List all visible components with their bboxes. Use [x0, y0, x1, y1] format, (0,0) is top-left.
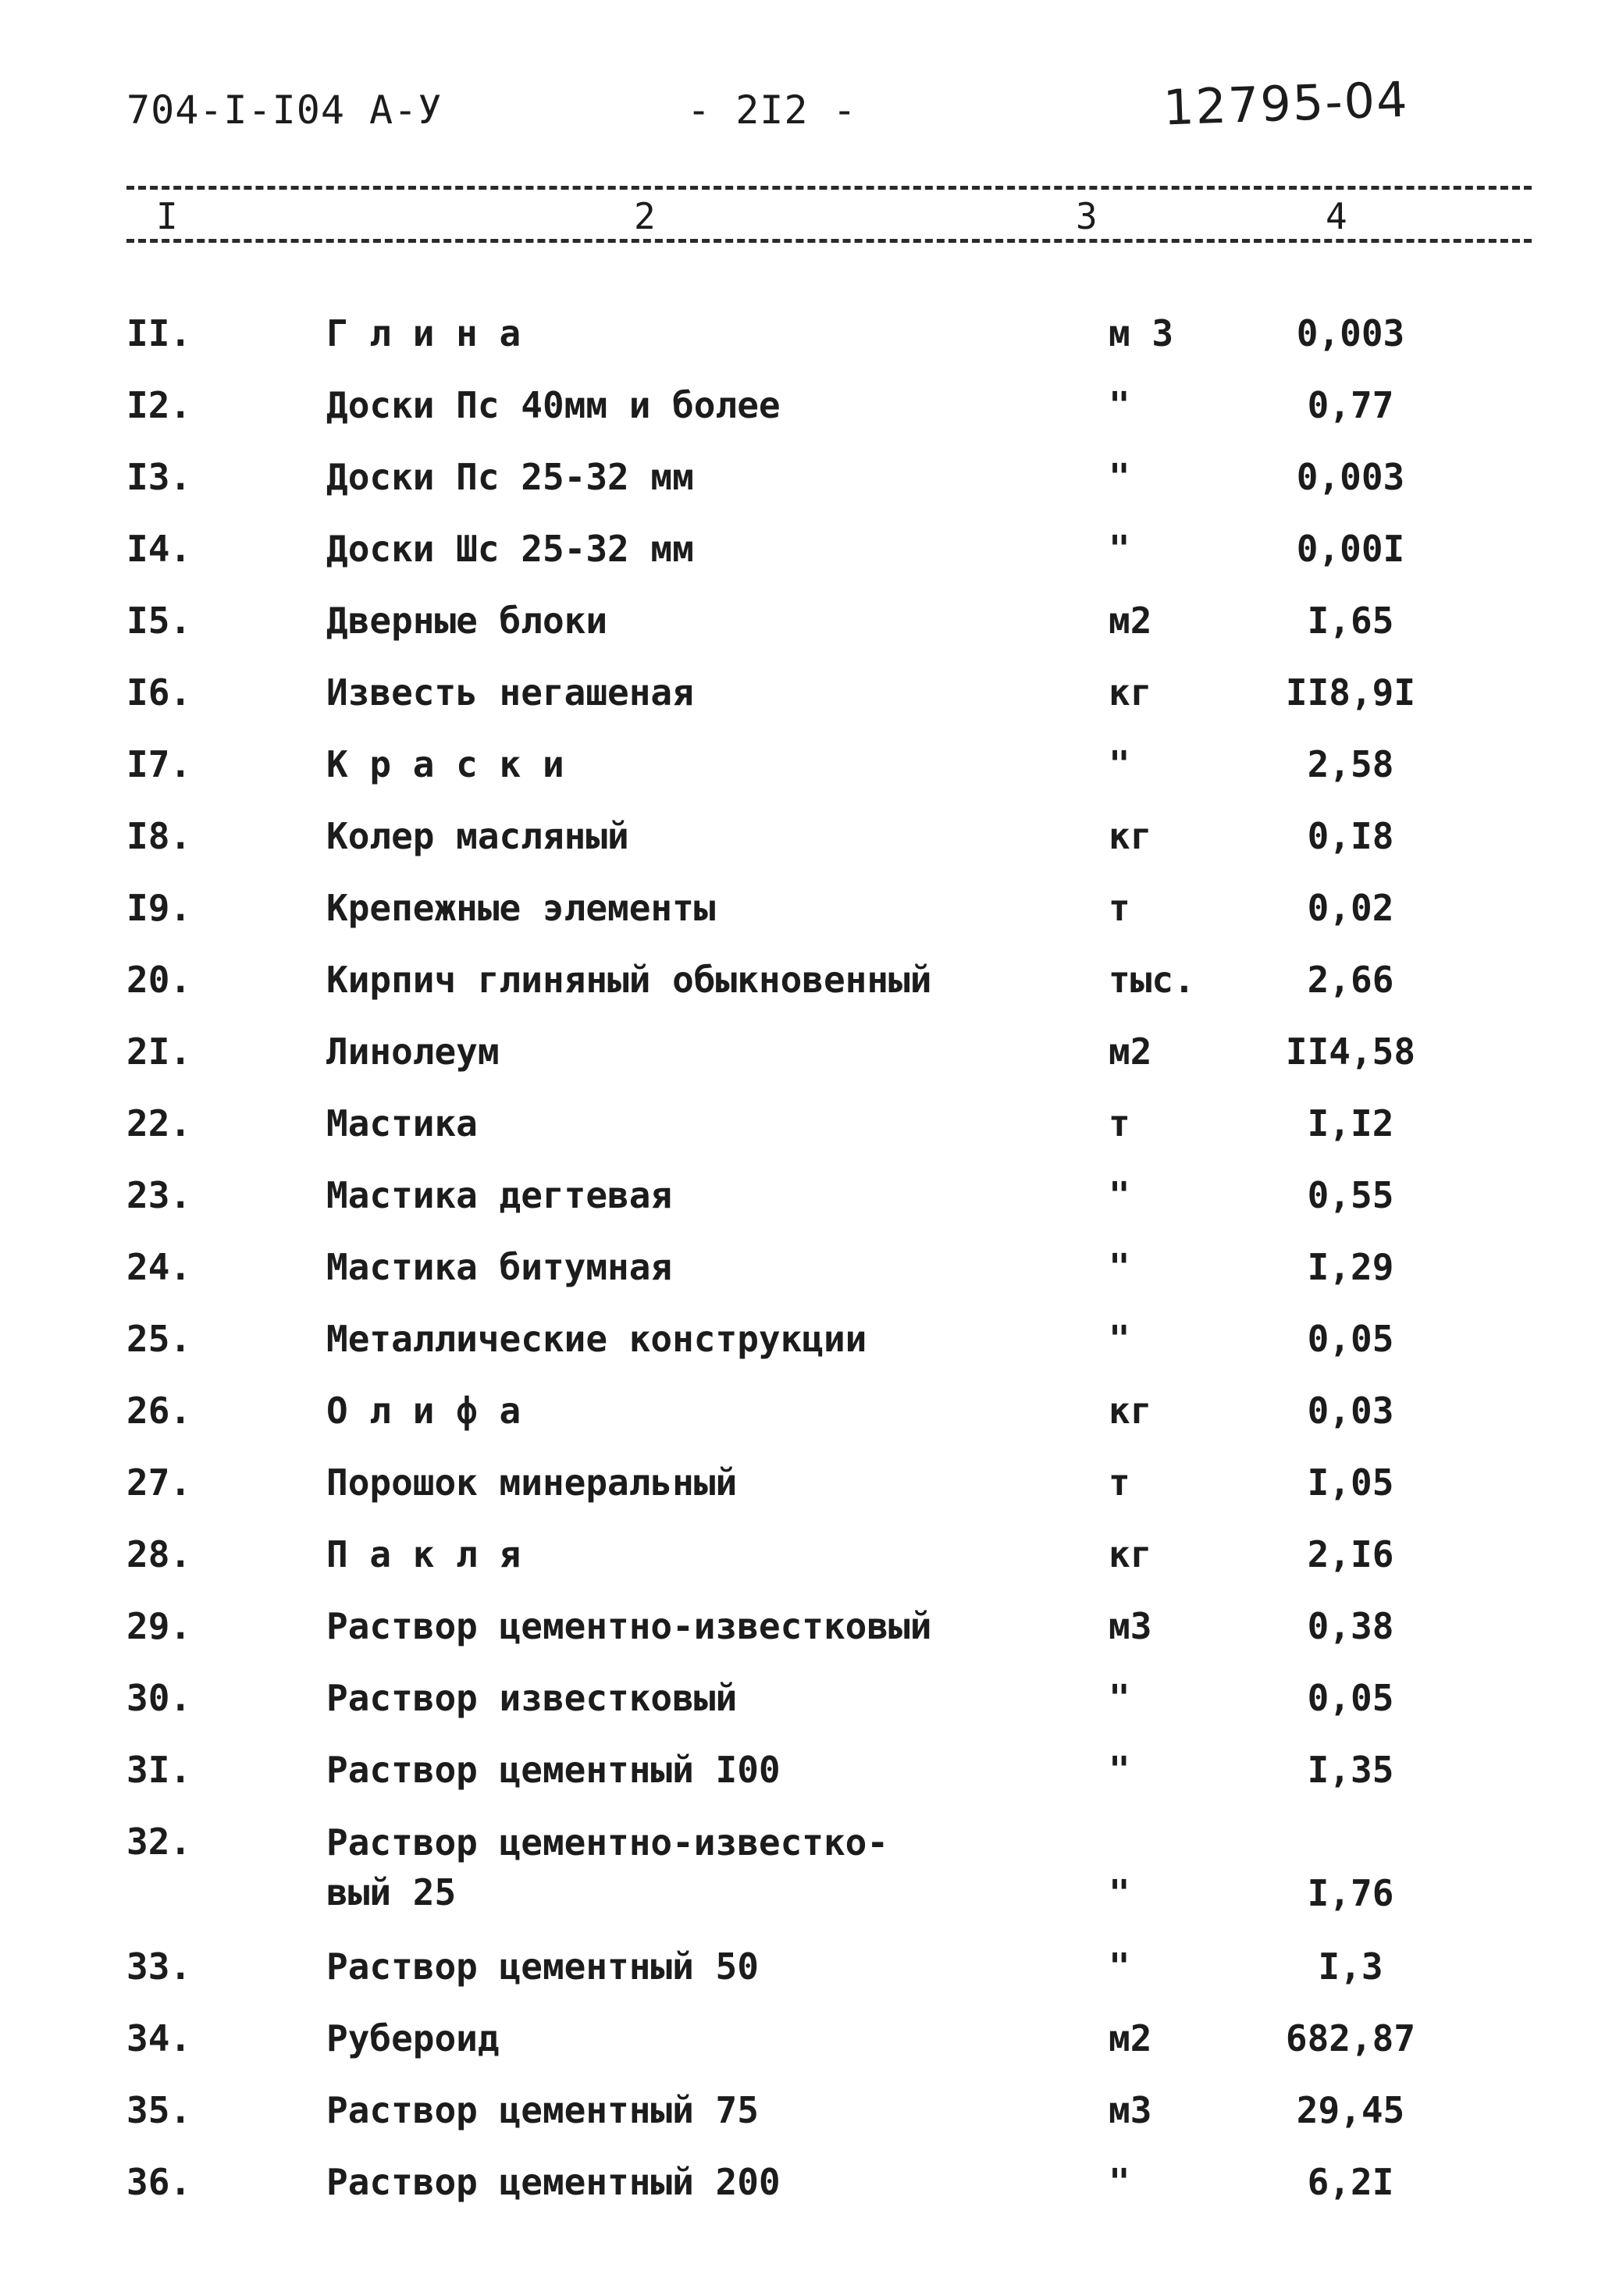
quantity: 0,I8 — [1307, 815, 1394, 857]
table-row — [0, 1458, 1623, 1529]
table-row — [0, 956, 1623, 1026]
table-row — [0, 1746, 1623, 1816]
table-row — [0, 2086, 1623, 2156]
table-row — [0, 884, 1623, 954]
quantity: 0,55 — [1307, 1174, 1394, 1216]
quantity: II8,9I — [1285, 671, 1416, 714]
table-row — [0, 525, 1623, 595]
material-name: Доски Пс 40мм и более — [326, 384, 781, 426]
row-number: I4. — [126, 528, 192, 570]
row-number: 3I. — [126, 1749, 192, 1791]
table-row — [0, 309, 1623, 379]
table-row — [0, 1027, 1623, 1098]
table-row — [0, 1171, 1623, 1241]
unit: м3 — [1109, 2089, 1152, 2131]
quantity: 0,05 — [1307, 1318, 1394, 1360]
unit: " — [1109, 384, 1130, 426]
material-name: О л и ф а — [326, 1390, 521, 1432]
unit: м2 — [1109, 2017, 1152, 2059]
material-name: Порошок минеральный — [326, 1461, 738, 1504]
material-name: Мастика дегтевая — [326, 1174, 673, 1216]
quantity: I,35 — [1307, 1749, 1394, 1791]
row-number: 29. — [126, 1605, 192, 1647]
table-row — [0, 1817, 1623, 1914]
unit: " — [1109, 1945, 1130, 1988]
unit: " — [1109, 528, 1130, 570]
material-name: Мастика — [326, 1102, 478, 1144]
unit: " — [1109, 456, 1130, 498]
table-row — [0, 812, 1623, 882]
page-number: - 2I2 - — [687, 87, 857, 133]
table-row — [0, 1315, 1623, 1385]
material-name: Доски Шс 25-32 мм — [326, 528, 694, 570]
material-name: Мастика битумная — [326, 1246, 673, 1288]
table-row — [0, 453, 1623, 523]
unit: т — [1109, 1102, 1130, 1144]
row-number: 27. — [126, 1461, 192, 1504]
quantity: I,3 — [1318, 1945, 1383, 1988]
quantity: 0,03 — [1307, 1390, 1394, 1432]
unit: " — [1109, 1677, 1130, 1719]
material-name: Раствор цементно-известко- вый 25 — [326, 1821, 889, 1913]
unit: " — [1109, 743, 1130, 785]
row-number: II. — [126, 312, 192, 354]
row-number: I2. — [126, 384, 192, 426]
column-number-1: I — [156, 195, 178, 237]
table-row — [0, 668, 1623, 739]
table-row — [0, 381, 1623, 451]
unit: " — [1109, 1318, 1130, 1360]
quantity: 0,77 — [1307, 384, 1394, 426]
row-number: I7. — [126, 743, 192, 785]
unit: м2 — [1109, 1031, 1152, 1073]
row-number: 36. — [126, 2161, 192, 2203]
quantity: 0,05 — [1307, 1677, 1394, 1719]
unit: " — [1109, 1246, 1130, 1288]
column-number-2: 2 — [634, 195, 656, 237]
row-number: 35. — [126, 2089, 192, 2131]
material-name: Линолеум — [326, 1031, 500, 1073]
quantity: 0,00I — [1296, 528, 1405, 570]
unit: " — [1109, 1872, 1130, 1914]
row-number: 26. — [126, 1390, 192, 1432]
material-name: Металлические конструкции — [326, 1318, 867, 1360]
row-number: 32. — [126, 1821, 192, 1863]
unit: м3 — [1109, 1605, 1152, 1647]
unit: м2 — [1109, 600, 1152, 642]
row-number: I6. — [126, 671, 192, 714]
material-name: П а к л я — [326, 1533, 521, 1575]
quantity: 2,I6 — [1307, 1533, 1394, 1575]
row-number: 23. — [126, 1174, 192, 1216]
row-number: 28. — [126, 1533, 192, 1575]
table-row — [0, 1386, 1623, 1457]
row-number: 22. — [126, 1102, 192, 1144]
material-name: Раствор цементный 200 — [326, 2161, 781, 2203]
row-number: 34. — [126, 2017, 192, 2059]
handwritten-number: 12795-04 — [1162, 70, 1410, 137]
material-name: Раствор известковый — [326, 1677, 738, 1719]
table-row — [0, 2014, 1623, 2084]
material-name: Рубероид — [326, 2017, 500, 2059]
row-number: 33. — [126, 1945, 192, 1988]
material-name: Известь негашеная — [326, 671, 694, 714]
quantity: 6,2I — [1307, 2161, 1394, 2203]
table-row — [0, 1674, 1623, 1744]
quantity: I,I2 — [1307, 1102, 1394, 1144]
quantity: 2,58 — [1307, 743, 1394, 785]
material-name: Дверные блоки — [326, 600, 608, 642]
unit: кг — [1109, 671, 1152, 714]
row-number: 24. — [126, 1246, 192, 1288]
row-number: I9. — [126, 887, 192, 929]
material-name: Раствор цементно-известковый — [326, 1605, 932, 1647]
material-name: Колер масляный — [326, 815, 629, 857]
quantity: 682,87 — [1285, 2017, 1416, 2059]
quantity: 0,38 — [1307, 1605, 1394, 1647]
table-row — [0, 1530, 1623, 1600]
row-number: 2I. — [126, 1031, 192, 1073]
material-name: Доски Пс 25-32 мм — [326, 456, 694, 498]
unit: тыс. — [1109, 959, 1195, 1001]
quantity: 2,66 — [1307, 959, 1394, 1001]
quantity: 0,003 — [1296, 456, 1405, 498]
quantity: I,76 — [1307, 1872, 1394, 1914]
document-code: 704-I-I04 А-У — [126, 87, 443, 133]
quantity: 0,003 — [1296, 312, 1405, 354]
unit: кг — [1109, 1533, 1152, 1575]
material-name: Г л и н а — [326, 312, 521, 354]
row-number: I5. — [126, 600, 192, 642]
row-number: I8. — [126, 815, 192, 857]
unit: " — [1109, 1174, 1130, 1216]
material-name: Раствор цементный 50 — [326, 1945, 759, 1988]
unit: м 3 — [1109, 312, 1174, 354]
row-number: I3. — [126, 456, 192, 498]
table-row — [0, 1243, 1623, 1313]
material-name: Крепежные элементы — [326, 887, 716, 929]
quantity: 29,45 — [1296, 2089, 1405, 2131]
unit: т — [1109, 887, 1130, 929]
table-row — [0, 2158, 1623, 2228]
table-row — [0, 1942, 1623, 2013]
row-number: 30. — [126, 1677, 192, 1719]
row-number: 20. — [126, 959, 192, 1001]
table-row — [0, 1099, 1623, 1169]
quantity: I,29 — [1307, 1246, 1394, 1288]
material-name: К р а с к и — [326, 743, 564, 785]
material-name: Кирпич глиняный обыкновенный — [326, 959, 932, 1001]
unit: кг — [1109, 815, 1152, 857]
column-number-4: 4 — [1326, 195, 1347, 237]
table-row — [0, 596, 1623, 667]
material-name: Раствор цементный 75 — [326, 2089, 759, 2131]
table-row — [0, 1602, 1623, 1672]
material-name: Раствор цементный I00 — [326, 1749, 781, 1791]
quantity: I,65 — [1307, 600, 1394, 642]
unit: " — [1109, 1749, 1130, 1791]
row-number: 25. — [126, 1318, 192, 1360]
quantity: 0,02 — [1307, 887, 1394, 929]
unit: " — [1109, 2161, 1130, 2203]
quantity: I,05 — [1307, 1461, 1394, 1504]
unit: т — [1109, 1461, 1130, 1504]
unit: кг — [1109, 1390, 1152, 1432]
column-number-3: 3 — [1076, 195, 1098, 237]
table-row — [0, 740, 1623, 810]
quantity: II4,58 — [1285, 1031, 1416, 1073]
